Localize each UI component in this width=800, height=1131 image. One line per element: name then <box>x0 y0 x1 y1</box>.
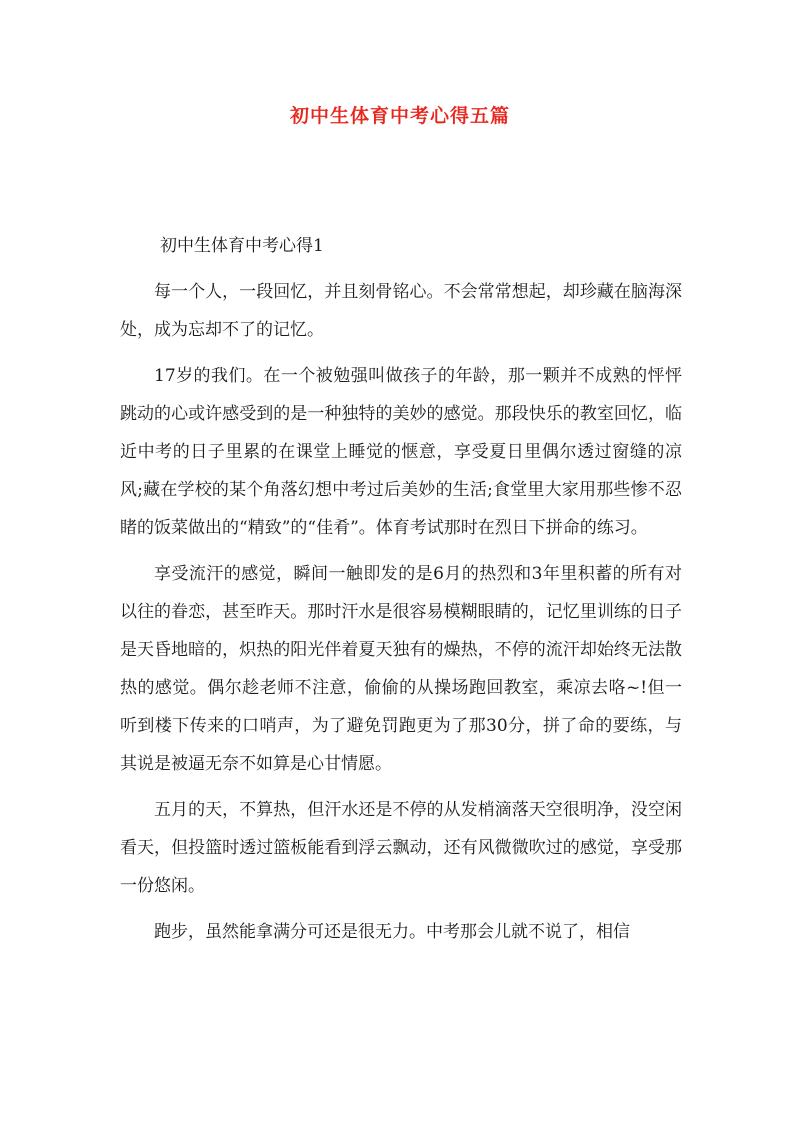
paragraph-4: 五月的天，不算热，但汗水还是不停的从发梢滴落天空很明净，没空闲看天，但投篮时透过篮板能看到浮云飘动，还有风微微吹过的感觉，享受那一份悠闲。 <box>120 800 682 896</box>
paragraph-5: 跑步，虽然能拿满分可还是很无力。中考那会儿就不说了，相信 <box>154 922 630 942</box>
section-heading: 初中生体育中考心得1 <box>160 236 324 256</box>
document-body <box>120 227 682 959</box>
paragraph-3: 享受流汗的感觉，瞬间一触即发的是6月的热烈和3年里积蓄的所有对以往的眷恋，甚至昨天。那时汗水是很容易模糊眼睛的，记忆里训练的日子是天昏地暗的，炽热的阳光伴着夏天独有的燥热，不停的流汗却始终无法散热的感觉。偶尔趁老师不注意，偷偷的从操场跑回教室，乘凉去咯~!但一听到楼下传来的口哨声，为了避免罚跑更为了那30分，拼了命的要练，与其说是被逼无奈不如算是心甘情愿。 <box>120 564 682 774</box>
paragraph-2: 17岁的我们。在一个被勉强叫做孩子的年龄，那一颗并不成熟的怦怦跳动的心或许感受到的是一种独特的美妙的感觉。那段快乐的教室回忆，临近中考的日子里累的在课堂上睡觉的惬意，享受夏日里偶尔透过窗缝的凉风;藏在学校的某个角落幻想中考过后美妙的生活;食堂里大家用那些惨不忍睹的饭菜做出的“精致”的“佳肴”。体育考试那时在烈日下拼命的练习。 <box>120 366 682 538</box>
paragraph-1: 每一个人，一段回忆，并且刻骨铭心。不会常常想起，却珍藏在脑海深处，成为忘却不了的记忆。 <box>120 282 682 340</box>
document-title: 初中生体育中考心得五篇 <box>289 105 510 127</box>
